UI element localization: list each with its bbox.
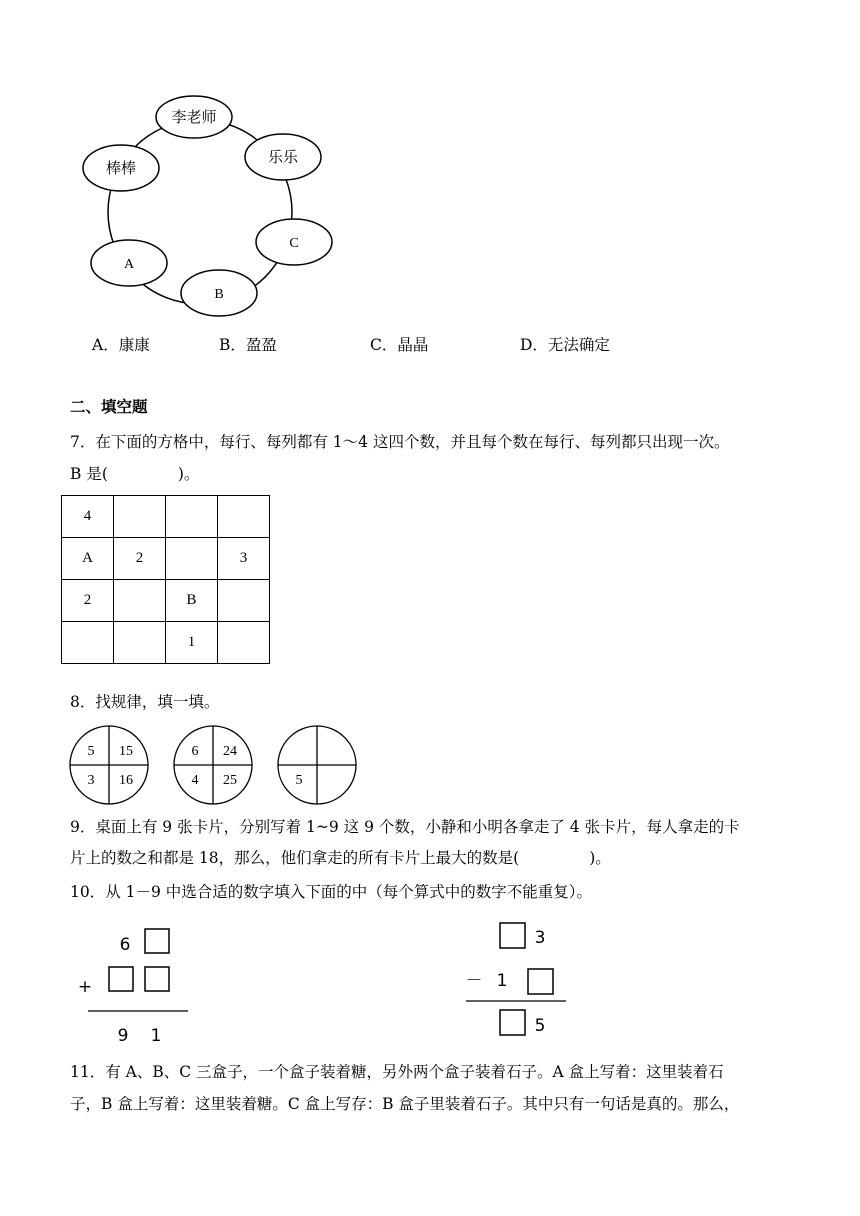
svg-text:A: A: [123, 257, 135, 272]
grid-cell: 1: [166, 622, 218, 664]
svg-text:B: B: [214, 287, 224, 302]
q7-latin-square: [61, 495, 270, 664]
circle-value: 3: [87, 773, 95, 788]
grid-cell: [114, 622, 166, 664]
svg-text:棒棒: 棒棒: [105, 159, 137, 177]
grid-cell: 4: [62, 496, 114, 538]
add-box-ones[interactable]: [145, 967, 169, 991]
node-bangbang: [83, 145, 159, 191]
q9-line2-end: )。: [589, 849, 611, 867]
sub-operator: －: [465, 971, 483, 991]
option-d: D．无法确定: [520, 336, 610, 354]
circle-value: 5: [87, 744, 95, 759]
sub-box-mid[interactable]: [528, 969, 553, 994]
pattern-circle-1: [70, 726, 148, 804]
grid-cell: 2: [114, 538, 166, 580]
circle-value: 15: [119, 744, 133, 759]
q10-addition: [70, 920, 210, 1050]
node-b: [181, 270, 257, 316]
q11-line2: 子，B 盒上写着：这里装着糖。C 盒上写存：B 盒子里装着石子。其中只有一句话是真的。那么，: [70, 1095, 740, 1113]
grid-cell: [218, 580, 270, 622]
svg-text:C: C: [289, 236, 299, 251]
node-teacher: [156, 96, 232, 138]
q7-line1: 7．在下面的方格中，每行、每列都有 1～4 这四个数，并且每个数在每行、每列都只出现一次。: [70, 433, 730, 451]
grid-cell: [114, 496, 166, 538]
q10-subtraction: [460, 915, 580, 1040]
pattern-circle-3: [278, 726, 356, 804]
sub-top-digit: 3: [534, 928, 546, 948]
grid-cell: [218, 496, 270, 538]
grid-cell: [62, 622, 114, 664]
pattern-circle-2: [174, 726, 252, 804]
option-c: C．晶晶: [370, 336, 429, 354]
add-result-tens: 9: [117, 1026, 129, 1046]
add-result-ones: 1: [150, 1026, 162, 1046]
q7-line2-end: )。: [177, 465, 200, 483]
grid-row: [62, 496, 270, 538]
add-top-digit: 6: [119, 935, 131, 955]
circle-value: 6: [191, 744, 199, 759]
q9-line2-start: 片上的数之和都是 18，那么，他们拿走的所有卡片上最大的数是(: [70, 849, 520, 867]
grid-cell: [114, 580, 166, 622]
q9-line1: 9．桌面上有 9 张卡片，分别写着 1~9 这 9 个数，小静和小明各拿走了 4 张卡片，每人拿走的卡: [70, 818, 740, 836]
grid-cell: [218, 622, 270, 664]
node-c: [256, 219, 332, 265]
grid-row: [62, 580, 270, 622]
q9-line2: [70, 846, 611, 870]
grid-cell: [166, 538, 218, 580]
sub-box-top[interactable]: [500, 923, 525, 948]
circle-value: 25: [223, 773, 237, 788]
grid-cell: 2: [62, 580, 114, 622]
svg-text:乐乐: 乐乐: [267, 148, 299, 166]
grid-row: [62, 622, 270, 664]
circle-value: 5: [295, 773, 303, 788]
grid-cell: 3: [218, 538, 270, 580]
sub-box-result[interactable]: [500, 1010, 525, 1035]
seating-diagram: [0, 0, 360, 330]
q10-text: 10．从 1－9 中选合适的数字填入下面的中（每个算式中的数字不能重复）。: [70, 883, 593, 901]
svg-text:李老师: 李老师: [171, 108, 217, 126]
q11-line1: 11．有 A、B、C 三盒子，一个盒子装着糖，另外两个盒子装着石子。A 盒上写着：这里装着石: [70, 1063, 724, 1081]
circle-value: 16: [119, 773, 133, 788]
option-a: A．康康: [92, 336, 150, 354]
add-box-top[interactable]: [145, 929, 169, 953]
q8-circles: [60, 722, 370, 812]
q7-line2: [70, 462, 199, 486]
q8-text: 8．找规律，填一填。: [70, 693, 220, 711]
node-lele: [245, 134, 321, 180]
add-operator: +: [77, 977, 93, 997]
node-a: [91, 240, 167, 286]
section-title: 二、填空题: [70, 397, 148, 416]
grid-cell: [166, 496, 218, 538]
grid-row: [62, 538, 270, 580]
sub-result-digit: 5: [534, 1016, 546, 1036]
circle-value: 4: [191, 773, 199, 788]
circle-value: 24: [223, 744, 237, 759]
grid-cell: B: [166, 580, 218, 622]
sub-mid-digit: 1: [496, 971, 508, 991]
add-box-tens[interactable]: [109, 967, 133, 991]
grid-cell: A: [62, 538, 114, 580]
option-b: B．盈盈: [219, 336, 277, 354]
q7-line2-start: B 是(: [70, 465, 108, 483]
